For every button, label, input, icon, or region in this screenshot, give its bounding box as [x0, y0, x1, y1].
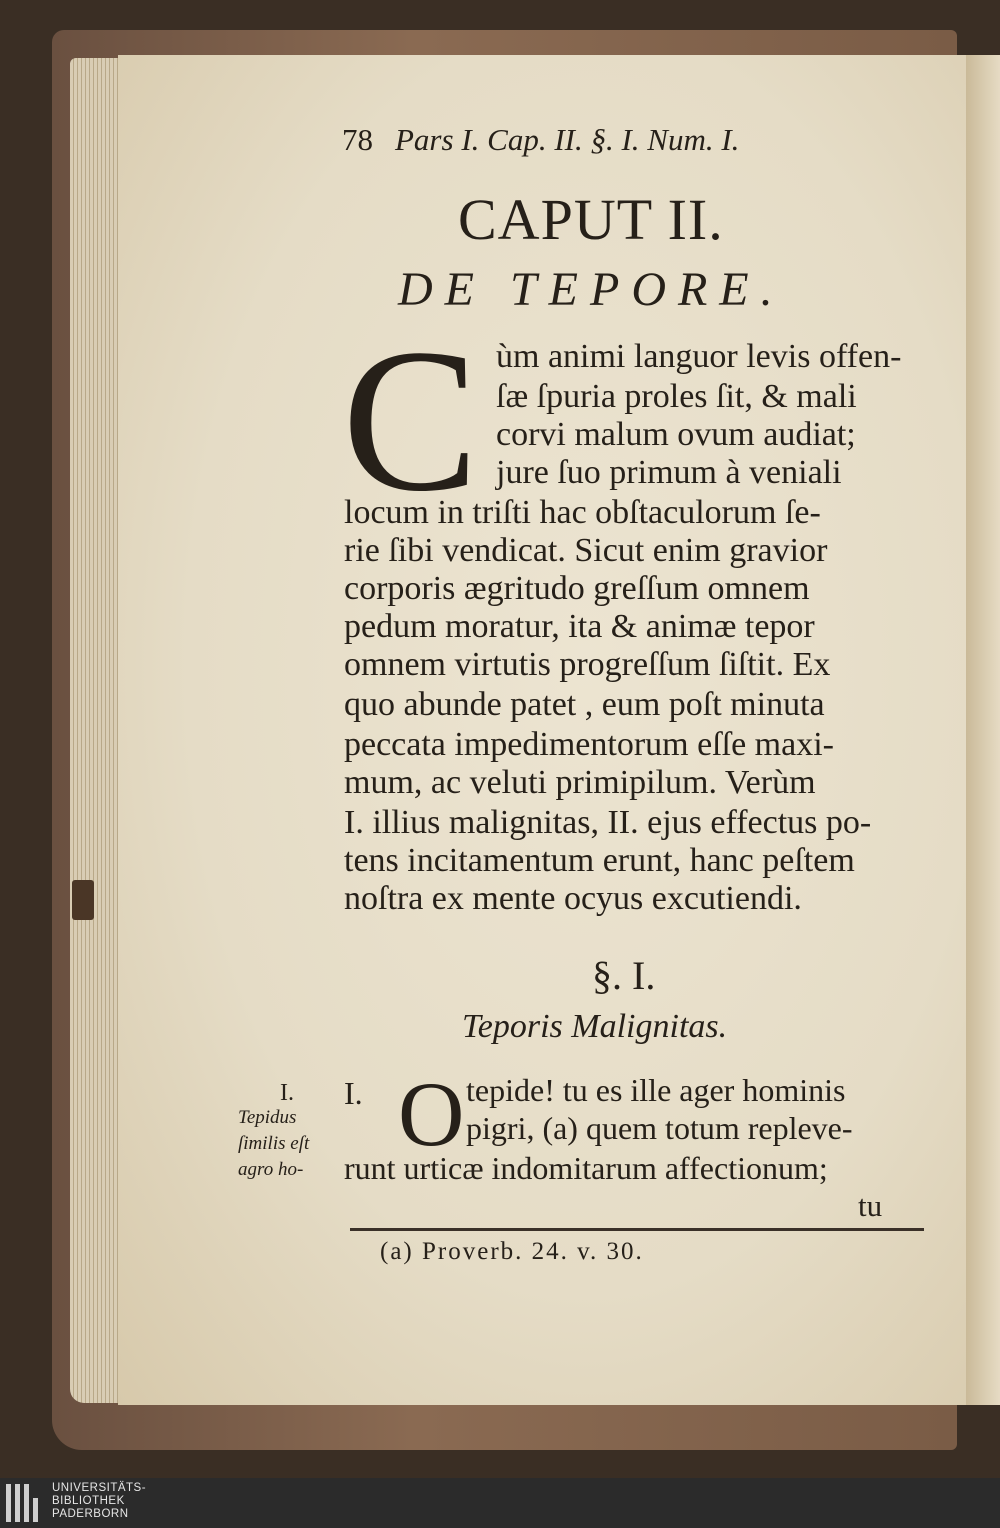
library-name [52, 1482, 146, 1521]
library-logo-icon [6, 1484, 46, 1522]
text-line: pigri, (a) quem totum repleve- [466, 1110, 853, 1146]
paragraph-number: I. [344, 1075, 363, 1111]
section-mark: §. I. [592, 953, 656, 998]
catchword: tu [858, 1188, 883, 1223]
page-tab [72, 880, 94, 920]
running-header [342, 122, 739, 158]
text-line: corvi malum ovum audiat; [496, 416, 856, 453]
library-footer [0, 1478, 1000, 1528]
text-line: noſtra ex mente ocyus excutiendi. [344, 880, 802, 917]
text-line: mum, ac veluti primipilum. Verùm [344, 764, 816, 801]
text-line: ſæ ſpuria proles ſit, & mali [496, 378, 857, 415]
marginal-note-line: Tepidus [238, 1107, 297, 1128]
chapter-title: DE TEPORE. [398, 263, 785, 316]
footnote: (a) Proverb. 24. v. 30. [380, 1238, 644, 1265]
chapter-heading: CAPUT II. [458, 187, 724, 252]
text-line: tens incitamentum erunt, hanc peſtem [344, 842, 855, 879]
page-number: 78 [342, 122, 373, 157]
text-line: jure ſuo primum à veniali [496, 454, 842, 491]
text-line: quo abunde patet , eum poſt minuta [344, 686, 825, 723]
running-title: Pars I. Cap. II. §. I. Num. I. [395, 122, 740, 157]
library-name-line: PADERBORN [52, 1508, 129, 1520]
text-line: ùm animi languor levis offen- [496, 338, 902, 375]
text-line: tepide! tu es ille ager hominis [466, 1072, 846, 1108]
footnote-rule [350, 1228, 924, 1231]
text-line: pedum moratur, ita & animæ tepor [344, 608, 815, 645]
text-line: corporis ægritudo greſſum omnem [344, 570, 810, 607]
library-name-line: BIBLIOTHEK [52, 1495, 125, 1507]
marginal-number: I. [280, 1080, 294, 1106]
drop-capital: C [342, 307, 479, 534]
facing-page-edge [964, 55, 1000, 1405]
text-line: peccata impedimentorum eſſe maxi- [344, 726, 834, 763]
text-line: omnem virtutis progreſſum ſiſtit. Ex [344, 646, 831, 683]
marginal-note-line: agro ho- [238, 1159, 304, 1180]
initial-capital: O [398, 1063, 465, 1165]
library-name-line: UNIVERSITÄTS- [52, 1482, 147, 1494]
text-line: rie ſibi vendicat. Sicut enim gravior [344, 532, 828, 569]
marginal-note-line: ſimilis eſt [238, 1133, 310, 1154]
text-line: locum in triſti hac obſtaculorum ſe- [344, 494, 821, 531]
section-title: Teporis Malignitas. [462, 1008, 728, 1045]
text-line: runt urticæ indomitarum affectionum; [344, 1150, 828, 1186]
text-line: I. illius malignitas, II. ejus effectus po- [344, 804, 872, 841]
